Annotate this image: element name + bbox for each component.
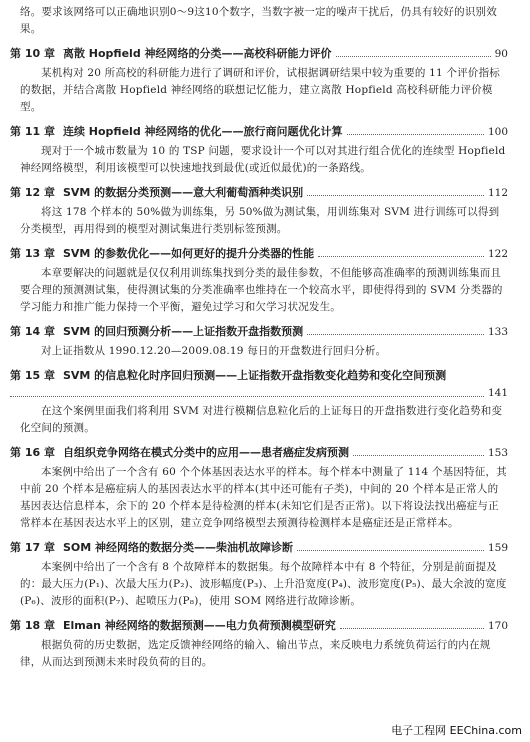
chapter-title: SOM 神经网络的数据分类——柴油机故障诊断 <box>62 541 294 554</box>
chapter-page: 159 <box>487 542 508 554</box>
chapter-page: 153 <box>487 447 508 459</box>
leader-dots <box>10 385 484 397</box>
leader-dots <box>297 550 484 551</box>
chapter-number: 第 12 章 <box>10 186 55 199</box>
chapter-number: 第 18 章 <box>10 619 55 632</box>
chapter-17-description: 本案例中给出了一个含有 8 个故障样本的数据集。每个故障样本中有 8 个特征，分别是前面提及的：最大压力(P₁)、次最大压力(P₂)、波形幅度(P₃)、上升沿宽度(P₄)、波形宽度(P₅)、最大余波的宽度(P₆)、波形的面积(P₇)、起喷压力(P₈)，使用 SOM 网络进行故障诊断。 <box>20 561 507 607</box>
chapter-title: SVM 的参数优化——如何更好的提升分类器的性能 <box>62 247 315 260</box>
chapter-14-description: 对上证指数从 1990.12.20—2009.08.19 每日的开盘数进行回归分析。 <box>41 345 387 357</box>
chapter-number: 第 10 章 <box>10 47 55 60</box>
chapter-number: 第 11 章 <box>10 125 55 138</box>
chapter-title: SVM 的信息粒化时序回归预测——上证指数开盘指数变化趋势和变化空间预测 <box>62 369 447 382</box>
chapter-15-description: 在这个案例里面我们将利用 SVM 对进行模糊信息粒化后的上证每日的开盘指数进行变化趋势和变化空间的预测。 <box>20 405 503 434</box>
chapter-page: 100 <box>487 126 508 138</box>
leader-dots <box>347 134 484 135</box>
leader-dots <box>336 56 491 57</box>
chapter-number: 第 15 章 <box>10 369 55 382</box>
chapter-15-heading[interactable] <box>10 367 508 385</box>
chapter-page: 122 <box>487 248 508 260</box>
leader-dots <box>340 628 484 629</box>
chapter-13-description: 本章要解决的问题就是仅仅利用训练集找到分类的最佳参数，不但能够高准确率的预测训练集而且要合理的预测测试集，使得测试集的分类准确率也维持在一个较高水平，即使得得到的 SVM 分类器的学习能力和推广能力保持一个平衡，避免过学习和欠学习状况发生。 <box>20 267 503 313</box>
leader-dots <box>307 195 484 196</box>
chapter-title: 连续 Hopfield 神经网络的优化——旅行商问题优化计算 <box>62 125 343 138</box>
table-of-contents <box>0 45 530 671</box>
chapter-12-heading[interactable] <box>10 184 508 202</box>
chapter-page: 170 <box>487 620 508 632</box>
chapter-number: 第 16 章 <box>10 446 55 459</box>
chapter-number: 第 14 章 <box>10 325 55 338</box>
chapter-title: 自组织竞争网络在模式分类中的应用——患者癌症发病预测 <box>62 446 349 459</box>
leader-dots <box>307 334 484 335</box>
chapter-title: SVM 的回归预测分析——上证指数开盘指数预测 <box>62 325 304 338</box>
chapter-title: 离散 Hopfield 神经网络的分类——高校科研能力评价 <box>62 47 332 60</box>
chapter-11-heading[interactable] <box>10 123 508 141</box>
intro-paragraph: 络。要求该网络可以正确地识别0～9这10个数字，当数字被一定的噪声干扰后，仍具有较好的识别效果。 <box>20 6 497 35</box>
chapter-18-heading[interactable] <box>10 617 508 635</box>
chapter-11-description: 现对于一个城市数量为 10 的 TSP 问题，要求设计一个可以对其进行组合优化的连续型 Hopfield 神经网络模型，利用该模型可以快速地找到最优(或近似最优)的一条路线。 <box>20 145 506 174</box>
chapter-page: 112 <box>487 187 508 199</box>
chapter-page: 141 <box>487 387 508 399</box>
chapter-page: 133 <box>487 326 508 338</box>
chapter-16-description: 本案例中给出了一个含有 60 个个体基因表达水平的样本。每个样本中测量了 114 个基因特征，其中前 20 个样本是癌症病人的基因表达水平的样本(其中还可能有子类)，中间的 20 个样本是正常人的基因表达信息样本，余下的 20 个样本是待检测的样本(未知它们是否正常)。以下将设法找出癌症与正常样本在基因表达水平上的区别，建立竞争网络模型去预测待检测样本是癌症还是正常样本。 <box>20 466 507 529</box>
chapter-page: 90 <box>494 48 508 60</box>
chapter-10-description: 某机构对 20 所高校的科研能力进行了调研和评价，试根据调研结果中较为重要的 11 个评价指标的数据，并结合离散 Hopfield 神经网络的联想记忆能力，建立离散 Hopfield 高校科研能力评价模型。 <box>20 67 500 113</box>
chapter-number: 第 17 章 <box>10 541 55 554</box>
chapter-13-heading[interactable] <box>10 245 508 263</box>
leader-dots <box>318 256 484 257</box>
chapter-15-page-line <box>10 385 508 401</box>
leader-dots <box>353 455 484 456</box>
chapter-14-heading[interactable] <box>10 323 508 341</box>
chapter-17-heading[interactable] <box>10 539 508 557</box>
chapter-10-heading[interactable] <box>10 45 508 63</box>
chapter-title: Elman 神经网络的数据预测——电力负荷预测模型研究 <box>62 619 336 632</box>
chapter-title: SVM 的数据分类预测——意大利葡萄酒种类识别 <box>62 186 304 199</box>
site-watermark: 电子工程网 EEChina.com <box>391 724 522 737</box>
chapter-number: 第 13 章 <box>10 247 55 260</box>
chapter-16-heading[interactable] <box>10 444 508 462</box>
chapter-12-description: 将这 178 个样本的 50%做为训练集，另 50%做为测试集，用训练集对 SVM 进行训练可以得到分类模型，再用得到的模型对测试集进行类别标签预测。 <box>20 206 500 235</box>
chapter-18-description: 根据负荷的历史数据，选定反馈神经网络的输入、输出节点，来反映电力系统负荷运行的内在规律，从而达到预测未来时段负荷的目的。 <box>20 639 491 668</box>
